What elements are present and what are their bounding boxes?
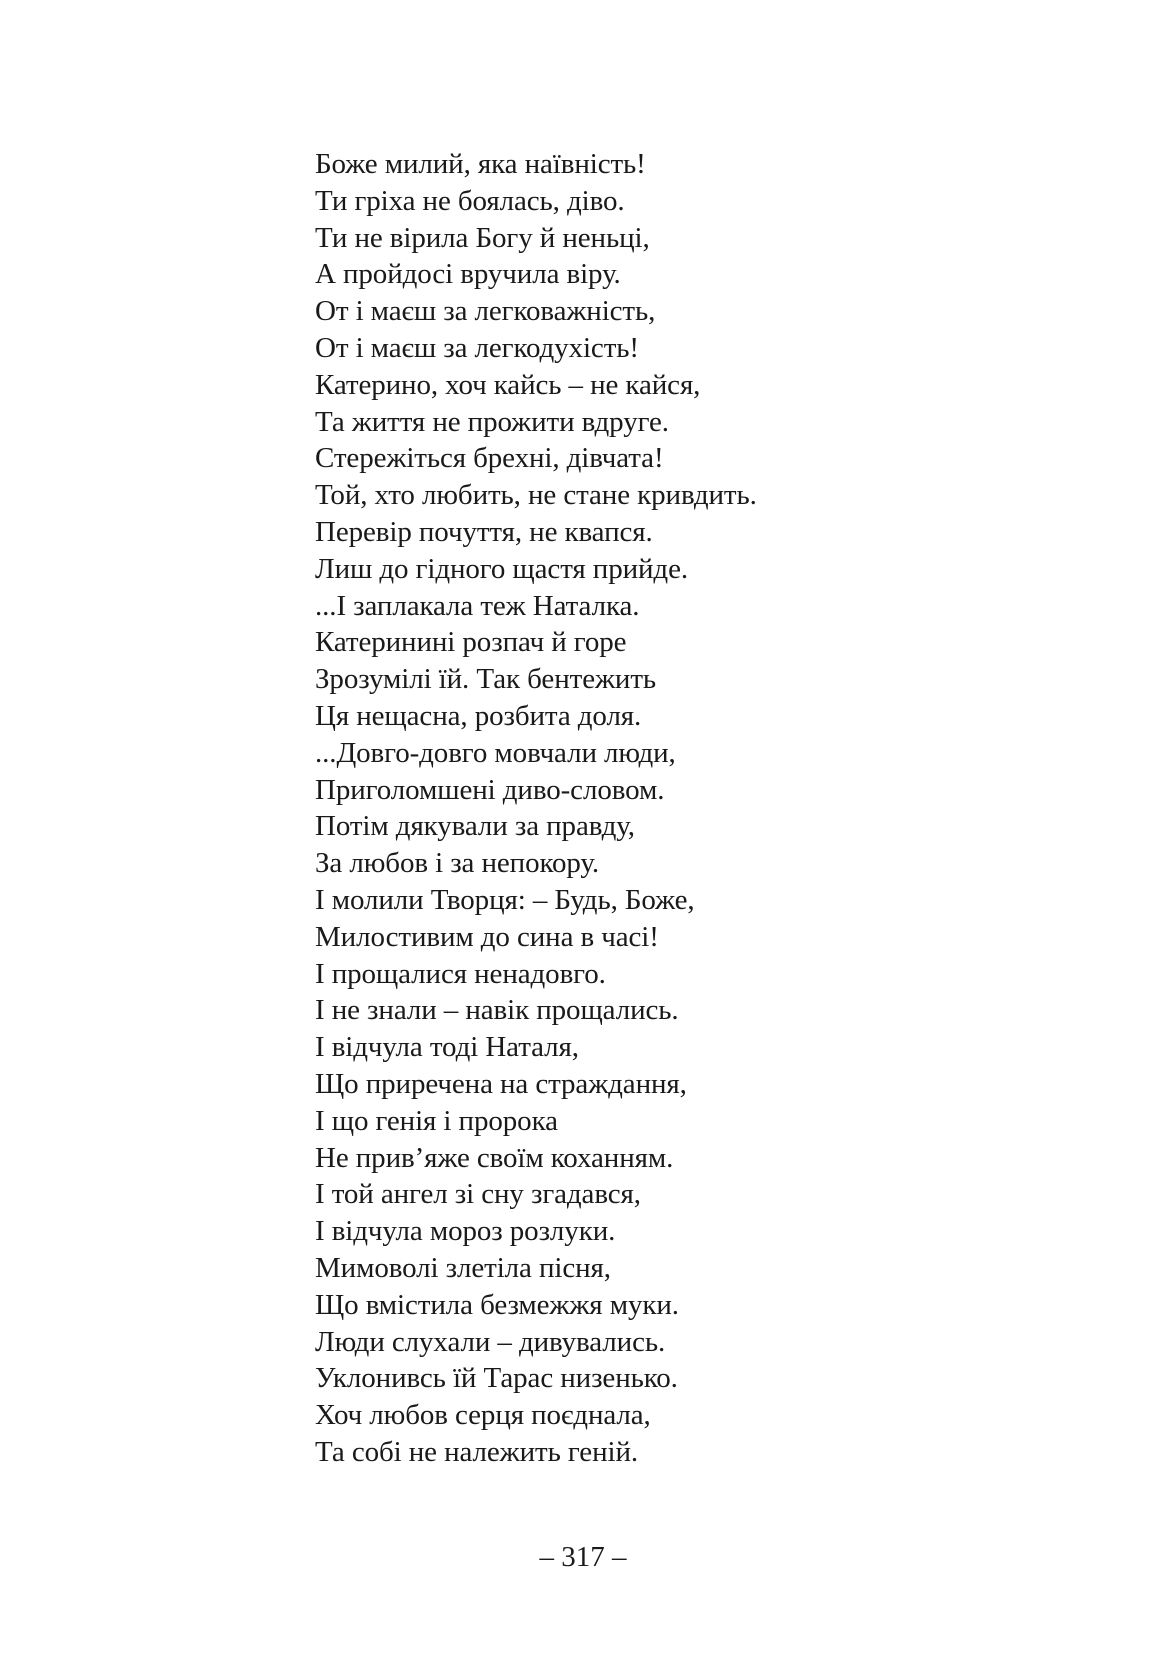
poem-line: Що приречена на страждання, — [315, 1067, 687, 1100]
poem-line: Потім дякували за правду, — [315, 810, 635, 843]
poem-line: Хоч любов серця поєднала, — [315, 1399, 651, 1432]
poem-line: Перевір почуття, не квапся. — [315, 515, 653, 548]
page-number: – 317 – — [539, 1541, 627, 1573]
poem-line: Катерино, хоч кайсь – не кайся, — [315, 368, 701, 401]
poem-line: Та собі не належить геній. — [315, 1435, 639, 1468]
poem-line: Та життя не прожити вдруге. — [315, 405, 669, 438]
poem-line: ...Довго-довго мовчали люди, — [315, 736, 676, 769]
poem-line: За любов і за непокору. — [315, 847, 600, 880]
poem-line: І відчула тоді Наталя, — [315, 1031, 579, 1064]
poem-line: А пройдосі вручила віру. — [315, 258, 621, 291]
poem-line: І що генія і пророка — [315, 1104, 558, 1137]
poem-line: Лиш до гідного щастя прийде. — [315, 552, 689, 585]
poem-line: Уклонивсь їй Тарас низенько. — [315, 1362, 678, 1395]
poem-line: Не прив’яже своїм коханням. — [315, 1141, 674, 1174]
poem-line: Що вмістила безмежжя муки. — [315, 1288, 679, 1321]
poem-line: І не знали – навік прощались. — [315, 994, 679, 1027]
poem-line: Ти не вірила Богу й неньці, — [315, 221, 650, 254]
poem-line: Ця нещасна, розбита доля. — [315, 699, 642, 732]
poem-line: І молили Творця: – Будь, Боже, — [315, 883, 695, 916]
poem-text — [315, 146, 1135, 1471]
poem-line: І той ангел зі сну згадався, — [315, 1178, 641, 1211]
poem-line: Мимоволі злетіла пісня, — [315, 1251, 611, 1284]
poem-line: Приголомшені диво-словом. — [315, 773, 665, 806]
poem-line: Той, хто любить, не стане кривдить. — [315, 479, 757, 512]
poem-line: Ти гріха не боялась, діво. — [315, 184, 625, 217]
poem-line: Зрозумілі їй. Так бентежить — [315, 663, 657, 696]
poem-line: От і маєш за легковажність, — [315, 295, 656, 328]
poem-line: От і маєш за легкодухість! — [315, 331, 639, 364]
poem-line: Стережіться брехні, дівчата! — [315, 442, 664, 475]
poem-line: Милостивим до сина в часі! — [315, 920, 659, 953]
poem-line: ...І заплакала теж Наталка. — [315, 589, 640, 622]
poem-line: Боже милий, яка наївність! — [315, 148, 646, 180]
poem-line: Люди слухали – дивувались. — [315, 1325, 666, 1358]
poem-line: І відчула мороз розлуки. — [315, 1215, 616, 1248]
poem-line: Катеринині розпач й горе — [315, 626, 627, 659]
poem-line: І прощалися ненадовго. — [315, 957, 606, 990]
